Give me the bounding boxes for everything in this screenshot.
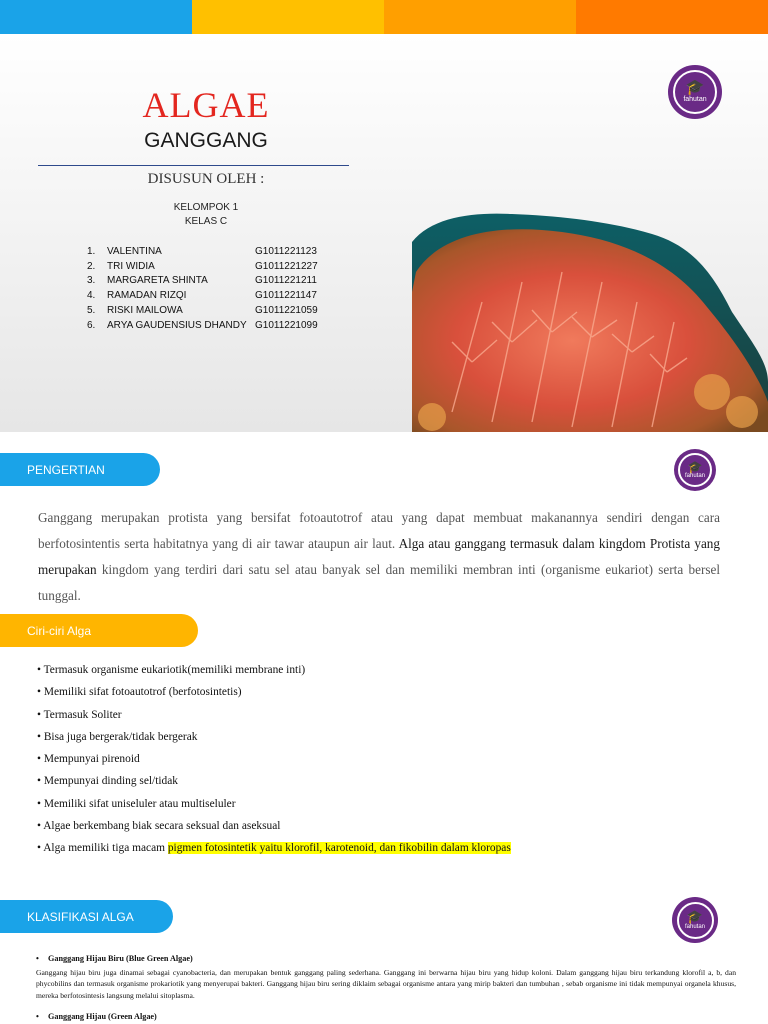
member-list (87, 244, 335, 333)
graduation-cap-icon: 🎓 (687, 459, 703, 474)
klasifikasi-item-title (36, 1011, 736, 1023)
member-name: ARYA GAUDENSIUS DHANDY (107, 319, 247, 331)
member-row (87, 274, 335, 289)
member-row (87, 244, 335, 259)
bullet: • (36, 1012, 39, 1021)
member-name: RISKI MAILOWA (107, 305, 183, 317)
section-pengertian-label: PENGERTIAN (0, 453, 160, 486)
klasifikasi-content (36, 953, 736, 1024)
member-number: 2. (87, 260, 96, 272)
member-row (87, 288, 335, 303)
bullet: • (36, 954, 39, 963)
member-name: VALENTINA (107, 245, 162, 257)
member-row (87, 259, 335, 274)
klasifikasi-item-title (36, 953, 736, 965)
fahutan-logo (668, 65, 722, 119)
topbar-segment-deep-orange (576, 0, 768, 34)
list-item: • Mempunyai dinding sel/tidak (37, 775, 178, 788)
graduation-cap-icon: 🎓 (685, 79, 705, 96)
page-subtitle: GANGGANG (144, 129, 268, 152)
klasifikasi-title-1: Ganggang Hijau Biru (Blue Green Algae) (48, 954, 193, 963)
logo-ring (677, 902, 714, 939)
list-item: • Bisa juga bergerak/tidak bergerak (37, 730, 198, 743)
member-id: G1011221227 (255, 260, 318, 272)
compiled-by-label: DISUSUN OLEH : (147, 171, 265, 187)
member-id: G1011221123 (255, 245, 317, 257)
pengertian-paragraph (38, 505, 720, 609)
title-divider (38, 165, 349, 166)
cover-slide (0, 34, 768, 432)
graduation-cap-icon: 🎓 (686, 908, 704, 924)
fahutan-logo (674, 449, 716, 491)
logo-ring (673, 70, 717, 114)
section-klasifikasi-label: KLASIFIKASI ALGA (0, 900, 173, 933)
list-item: • Algae berkembang biak secara seksual dan aseksual (37, 820, 281, 833)
klasifikasi-item-body: Ganggang hijau biru juga dinamai sebagai cyanobacteria, dan merupakan bentuk ganggang paling sederhana. Ganggang ini berwarna hijau biru yang hidup koloni. Dalam ganggang hijau biru terkandung klorofil a, b, dan phycobilins dan termasuk organisme prokariotik yang menyerupai bakteri. Ganggang hijau biru sering diklaim sebagai organisme antara yang mirip bakteri dan tumbuhan , sebab organisme ini tidak mempunyai organela khusus, mereka berfotosintesis langsung melalui sitoplasma. (36, 967, 736, 1000)
logo-text: fahutan (684, 472, 706, 479)
group-info (0, 201, 412, 229)
logo-text: fahutan (684, 923, 706, 930)
member-id: G1011221059 (255, 305, 318, 317)
list-item: • Mempunyai pirenoid (37, 753, 140, 766)
member-row (87, 303, 335, 318)
member-number: 3. (87, 275, 96, 287)
page-title: ALGAE (142, 85, 270, 125)
class-name: KELAS C (184, 216, 228, 227)
group-name: KELOMPOK 1 (173, 202, 239, 213)
member-name: TRI WIDIA (107, 260, 155, 272)
member-number: 6. (87, 319, 96, 331)
member-row (87, 318, 335, 333)
fahutan-logo (672, 897, 718, 943)
member-number: 4. (87, 290, 96, 302)
member-name: RAMADAN RIZQI (107, 290, 187, 302)
logo-text: fahutan (683, 95, 707, 103)
list-item-prefix: • Alga memiliki tiga macam (37, 842, 168, 855)
pengertian-text-3: kingdom yang terdiri dari satu sel atau banyak sel dan memiliki membran inti (organisme eukariot) serta bersel tunggal. (38, 562, 720, 603)
topbar-segment-blue (0, 0, 192, 34)
pengertian-text-2: Alga atau ganggang termasuk dalam kingdom Protista yang merupakan (38, 536, 720, 577)
topbar-segment-yellow (192, 0, 384, 34)
list-item: • Memiliki sifat uniseluler atau multiseluler (37, 797, 236, 810)
member-id: G1011221211 (255, 275, 317, 287)
member-id: G1011221147 (255, 290, 317, 302)
list-item: • Memiliki sifat fotoautotrof (berfotosintetis) (37, 686, 242, 699)
member-name: MARGARETA SHINTA (107, 275, 208, 287)
list-item: • Termasuk Soliter (37, 708, 122, 721)
highlighted-text: pigmen fotosintetik yaitu klorofil, karotenoid, dan fikobilin dalam kloropas (167, 842, 511, 855)
topbar-segment-orange (384, 0, 576, 34)
list-item (37, 837, 737, 859)
pengertian-text-1: Ganggang merupakan protista yang bersifat fotoautotrof atau yang dapat membuat makanannya sendiri dengan cara berfotosintentis serta habitatnya yang di air tawar ataupun air laut. (38, 510, 720, 551)
top-color-bar (0, 0, 768, 34)
ciri-list (37, 659, 737, 860)
member-id: G1011221099 (255, 319, 318, 331)
member-number: 5. (87, 305, 96, 317)
section-ciri-label: Ciri-ciri Alga (0, 614, 198, 647)
klasifikasi-title-2: Ganggang Hijau (Green Algae) (48, 1012, 157, 1021)
logo-ring (678, 453, 712, 487)
algae-photo (412, 212, 768, 432)
list-item: • Termasuk organisme eukariotik(memiliki membrane inti) (37, 664, 306, 676)
member-number: 1. (87, 245, 96, 257)
